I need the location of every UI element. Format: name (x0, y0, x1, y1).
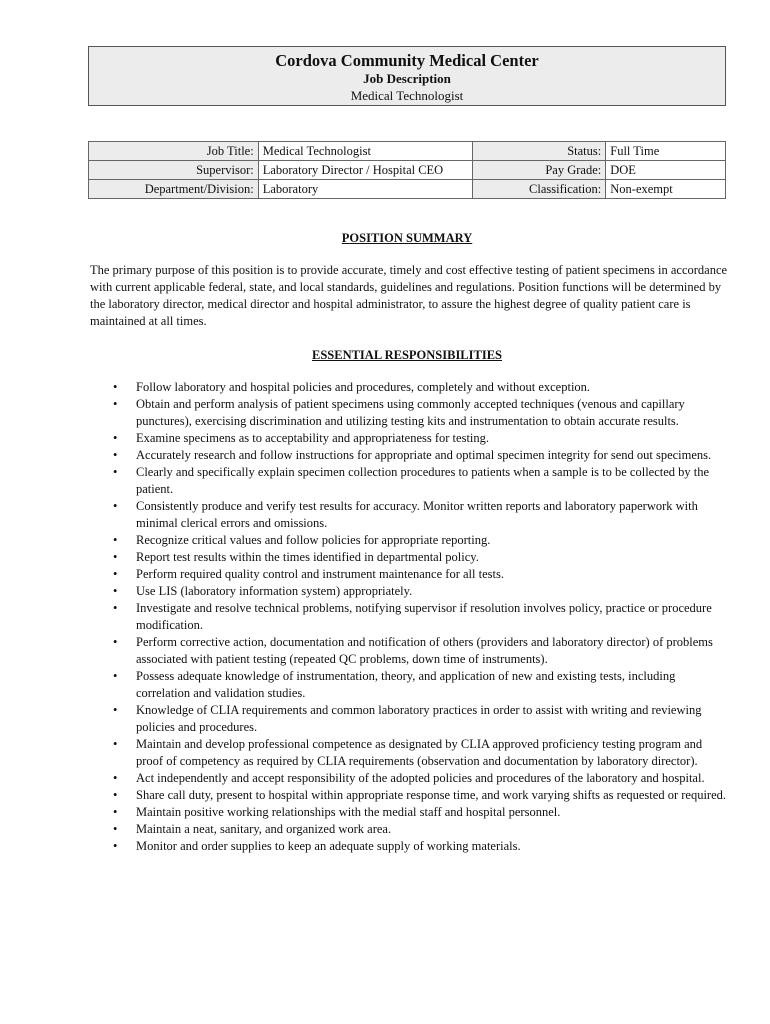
bullet-icon: • (113, 380, 118, 394)
organization-name: Cordova Community Medical Center (275, 51, 539, 70)
document-header (88, 46, 726, 106)
list-item-text: Recognize critical values and follow policies for appropriate reporting. (136, 533, 491, 547)
list-item (90, 583, 730, 600)
bullet-icon: • (113, 703, 118, 717)
department-label: Department/Division: (89, 180, 259, 199)
bullet-icon: • (113, 822, 118, 836)
pay-grade-label: Pay Grade: (472, 161, 606, 180)
list-item-text: Act independently and accept responsibility of the adopted policies and procedures of the laboratory and hospital. (136, 771, 705, 785)
list-item (90, 770, 730, 787)
list-item-text: Use LIS (laboratory information system) appropriately. (136, 584, 413, 598)
list-item (90, 447, 730, 464)
supervisor-label: Supervisor: (89, 161, 259, 180)
list-item-text: Monitor and order supplies to keep an adequate supply of working materials. (136, 839, 521, 853)
list-item (90, 532, 730, 549)
bullet-icon: • (113, 839, 118, 853)
list-item (90, 379, 730, 396)
bullet-icon: • (113, 465, 118, 479)
bullet-icon: • (113, 550, 118, 564)
bullet-icon: • (113, 635, 118, 649)
list-item (90, 804, 730, 821)
list-item-text: Maintain and develop professional competence as designated by CLIA approved proficiency testing program and proof of competency as required by CLIA requirements (observation and documentation by laboratory director). (136, 737, 703, 768)
job-title-value: Medical Technologist (258, 142, 472, 161)
list-item-text: Maintain positive working relationships with the medial staff and hospital personnel. (136, 805, 561, 819)
position-summary-heading: POSITION SUMMARY (341, 231, 473, 245)
list-item (90, 668, 730, 702)
pay-grade-value: DOE (606, 161, 726, 180)
classification-value: Non-exempt (606, 180, 726, 199)
list-item (90, 600, 730, 634)
department-value: Laboratory (258, 180, 472, 199)
document-type: Job Description (363, 71, 451, 86)
bullet-icon: • (113, 499, 118, 513)
list-item-text: Investigate and resolve technical problems, notifying supervisor if resolution involves policy, practice or procedure modification. (136, 601, 712, 632)
job-info-table (88, 141, 726, 199)
list-item-text: Report test results within the times identified in departmental policy. (136, 550, 479, 564)
responsibilities-list (90, 379, 730, 855)
list-item (90, 566, 730, 583)
list-item-text: Consistently produce and verify test results for accuracy. Monitor written reports and laboratory paperwork with minimal clerical errors and omissions. (136, 499, 698, 530)
position-summary-text: The primary purpose of this position is to provide accurate, timely and cost effective testing of patient specimens in accordance with current applicable federal, state, and local standards, guidelines and regulations. Position functions will be determined by the laboratory director, medical director and hospital administrator, to assure the highest degree of quality patient care is maintained at all times. (90, 263, 728, 328)
list-item (90, 634, 730, 668)
list-item (90, 821, 730, 838)
bullet-icon: • (113, 805, 118, 819)
list-item (90, 464, 730, 498)
status-value: Full Time (606, 142, 726, 161)
supervisor-value: Laboratory Director / Hospital CEO (258, 161, 472, 180)
list-item (90, 736, 730, 770)
list-item (90, 498, 730, 532)
list-item-text: Knowledge of CLIA requirements and common laboratory practices in order to assist with writing and reviewing policies and procedures. (136, 703, 702, 734)
list-item-text: Possess adequate knowledge of instrumentation, theory, and application of new and existing tests, including correlation and validation studies. (136, 669, 676, 700)
bullet-icon: • (113, 567, 118, 581)
classification-label: Classification: (472, 180, 606, 199)
list-item-text: Examine specimens as to acceptability and appropriateness for testing. (136, 431, 490, 445)
list-item (90, 430, 730, 447)
list-item (90, 702, 730, 736)
list-item-text: Follow laboratory and hospital policies and procedures, completely and without exception. (136, 380, 591, 394)
bullet-icon: • (113, 788, 118, 802)
bullet-icon: • (113, 533, 118, 547)
list-item (90, 396, 730, 430)
list-item-text: Accurately research and follow instructions for appropriate and optimal specimen integrity for send out specimens. (136, 448, 712, 462)
table-row (89, 161, 726, 180)
bullet-icon: • (113, 737, 118, 751)
status-label: Status: (472, 142, 606, 161)
list-item-text: Clearly and specifically explain specimen collection procedures to patients when a sample is to be collected by the patient. (136, 465, 710, 496)
bullet-icon: • (113, 601, 118, 615)
list-item-text: Obtain and perform analysis of patient specimens using commonly accepted techniques (venous and capillary punctures), exercising discrimination and utilizing testing kits and instrumentation to obtain accurate results. (136, 397, 685, 428)
bullet-icon: • (113, 584, 118, 598)
list-item (90, 549, 730, 566)
list-item-text: Perform required quality control and instrument maintenance for all tests. (136, 567, 504, 581)
list-item-text: Perform corrective action, documentation and notification of others (providers and laboratory director) of problems associated with patient testing (repeated QC problems, down time of instruments). (136, 635, 713, 666)
bullet-icon: • (113, 397, 118, 411)
bullet-icon: • (113, 771, 118, 785)
bullet-icon: • (113, 669, 118, 683)
list-item (90, 787, 730, 804)
list-item-text: Maintain a neat, sanitary, and organized work area. (136, 822, 392, 836)
bullet-icon: • (113, 431, 118, 445)
table-row (89, 142, 726, 161)
list-item (90, 838, 730, 855)
list-item-text: Share call duty, present to hospital within appropriate response time, and work varying shifts as requested or required. (136, 788, 727, 802)
essential-responsibilities-heading: ESSENTIAL RESPONSIBILITIES (311, 348, 503, 362)
bullet-icon: • (113, 448, 118, 462)
table-row (89, 180, 726, 199)
job-title-label: Job Title: (89, 142, 259, 161)
document-subtitle: Medical Technologist (350, 88, 464, 103)
